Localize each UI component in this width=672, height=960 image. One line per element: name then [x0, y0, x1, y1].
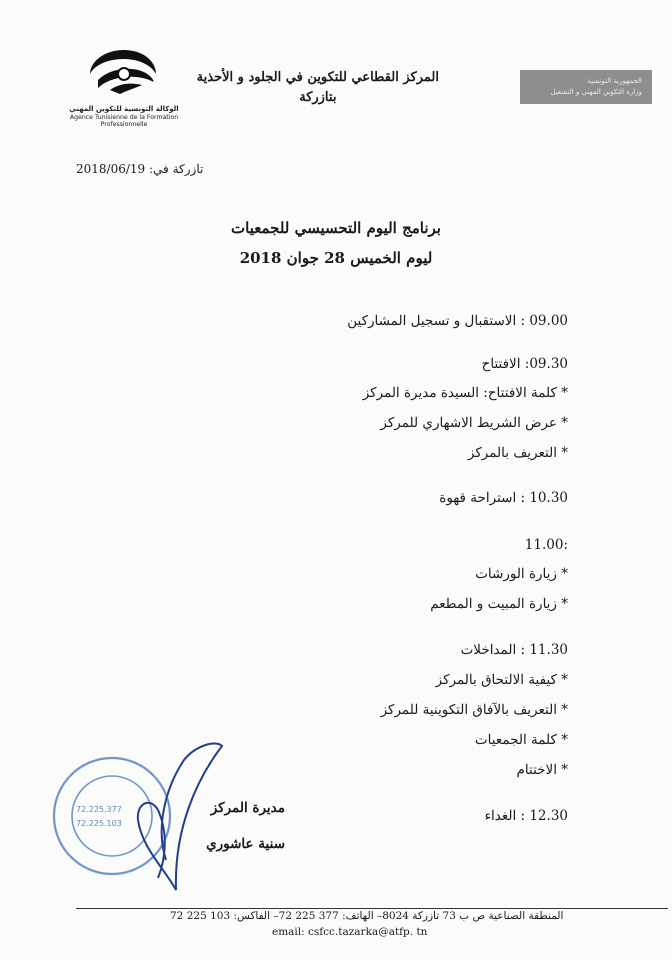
center-name-line1: المركز القطاعي للتكوين في الجلود و الأحذية: [196, 70, 439, 85]
logo-french-line1: Agence Tunisienne de la Formation: [69, 113, 179, 121]
signature-name: سنية عاشوري: [206, 836, 285, 852]
item-opening-speech: * كلمة الافتتاح: السيدة مديرة المركز: [362, 385, 568, 401]
schedule-0930: 09.30: الافتتاح: [481, 356, 568, 372]
schedule-1130: 11.30 : المداخلات: [460, 642, 568, 658]
item-center-intro: * التعريف بالمركز: [467, 445, 568, 461]
item-associations-speech: * كلمة الجمعيات: [474, 732, 568, 748]
agency-logo-icon: [84, 44, 164, 102]
schedule-0900: 09.00 : الاستقبال و تسجيل المشاركين: [347, 313, 568, 329]
signature-role: مديرة المركز: [210, 800, 285, 816]
center-name: [197, 68, 439, 108]
center-name-line2: بتازركة: [299, 90, 337, 105]
item-workshops-visit: * زيارة الورشات: [475, 566, 568, 582]
agency-logo: [64, 44, 184, 136]
logo-arabic-text: الوكالة التونسية للتكوين المهني: [69, 105, 179, 113]
schedule-1030: 10.30 : استراحة قهوة: [439, 490, 568, 506]
signature-scribble: [138, 744, 222, 890]
footer-address: المنطقة الصناعية ص ب 73 تازركة 8024– الهاتف: 377 225 72– الفاكس: 103 225 72: [170, 910, 564, 922]
official-stamp: [46, 740, 226, 900]
stamp-number-2: 72.225.103: [76, 819, 122, 828]
schedule-1100: 11.00:: [524, 537, 568, 553]
program-title: [0, 213, 672, 273]
stamp-number-1: 72.225.377: [76, 805, 122, 814]
program-title-line2: ليوم الخميس 28 جوان 2018: [239, 249, 433, 267]
republic-text: الجمهورية التونسية: [587, 77, 642, 85]
item-closing: * الاختتام: [516, 762, 568, 778]
item-training-prospects: * التعريف بالآفاق التكوينية للمركز: [380, 702, 568, 718]
item-dorm-restaurant-visit: * زيارة المبيت و المطعم: [430, 596, 568, 612]
ministry-text: وزارة التكوين المهني و التشغيل: [550, 88, 642, 96]
item-promo-film: * عرض الشريط الاشهاري للمركز: [380, 415, 568, 431]
schedule-1230: 12.30 : الغداء: [484, 808, 568, 824]
footer-divider: [76, 908, 668, 909]
document-date: تازركة في: 2018/06/19: [76, 162, 204, 176]
logo-french-line2: Professionnelle: [100, 121, 148, 128]
item-how-to-join: * كيفية الالتحاق بالمركز: [435, 672, 568, 688]
program-title-line1: برنامج اليوم التحسيسي للجمعيات: [231, 219, 441, 237]
footer-email: email: csfcc.tazarka@atfp. tn: [272, 926, 428, 938]
republic-header-box: [520, 70, 652, 104]
